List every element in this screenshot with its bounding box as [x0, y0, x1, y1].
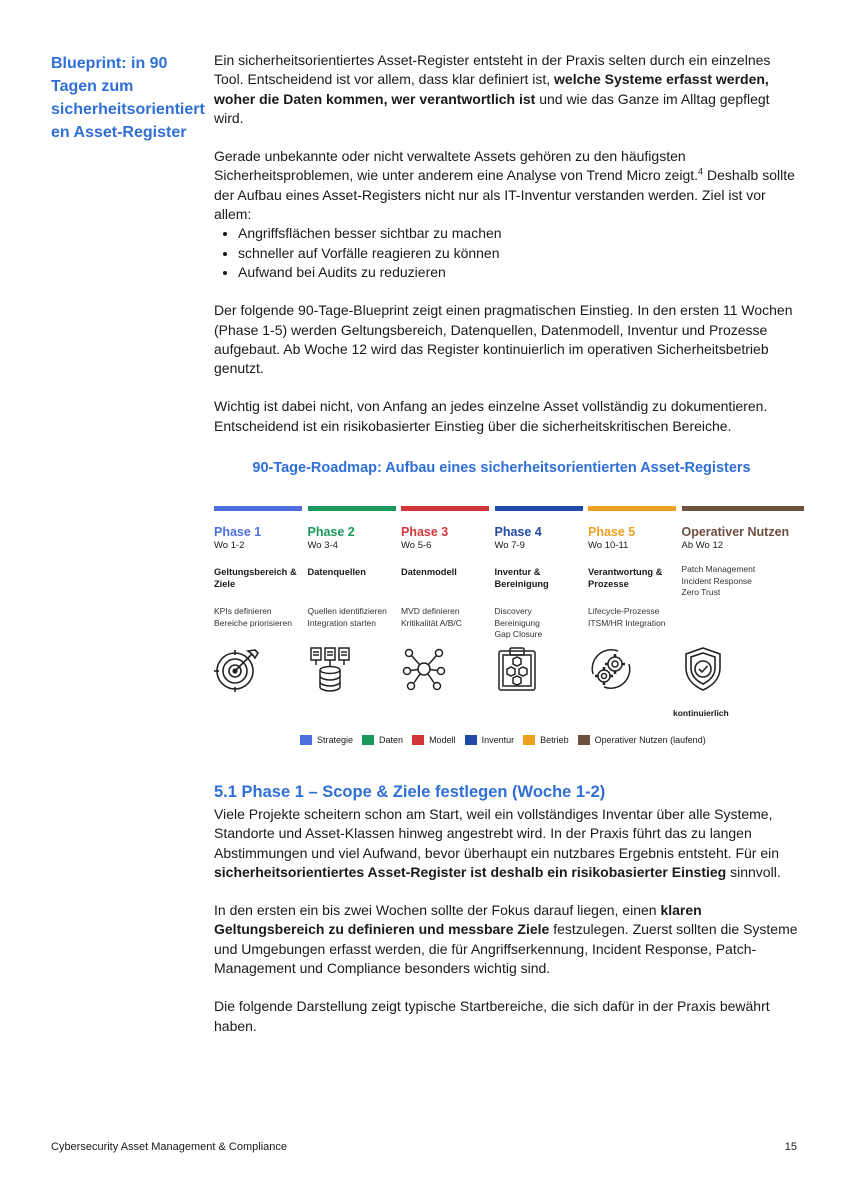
- legend-swatch: [465, 735, 477, 745]
- list-item: • schneller auf Vorfälle reagieren zu können: [238, 244, 799, 263]
- section-paragraph-1: [214, 805, 799, 882]
- legend-item: [465, 735, 515, 745]
- intro-paragraph-3: Der folgende 90-Tage-Blueprint zeigt einen pragmatischen Einstieg. In den ersten 11 Wochen (Phase 1-5) werden Geltungsbereich, Datenquellen, Datenmodell, Inventur und Prozesse aufgebaut. Ab Woche 12 wird das Register kontinuierlich im operativen Sicherheitsbetrieb genutzt.: [214, 302, 793, 377]
- clipboard-icon: [495, 646, 541, 692]
- section-paragraph-3: Die folgende Darstellung zeigt typische Startbereiche, die sich dafür in der Praxis bewährt haben.: [214, 998, 770, 1034]
- legend-label: Operativer Nutzen (laufend): [594, 735, 706, 745]
- phase-bullets: [588, 606, 676, 629]
- legend-swatch: [523, 735, 535, 745]
- phase-bar: [214, 506, 302, 511]
- phase-bullet: Incident Response: [681, 575, 752, 586]
- legend-item: [412, 735, 456, 745]
- phase-bar: [401, 506, 489, 511]
- network-icon: [401, 646, 447, 692]
- phase-bullet: ITSM/HR Integration: [588, 617, 666, 628]
- roadmap-phase: [308, 506, 396, 629]
- gears-icon: [588, 646, 634, 692]
- legend-item: [523, 735, 569, 745]
- roadmap-phase: [401, 506, 489, 629]
- target-icon: [214, 646, 260, 692]
- legend-swatch: [362, 735, 374, 745]
- legend-swatch: [412, 735, 424, 745]
- intro-paragraph-4: Wichtig ist dabei nicht, von Anfang an jedes einzelne Asset vollständig zu dokumentieren. Entscheidend ist ein risikobasierter Einstieg über die sicherheitskritischen Bereiche.: [214, 398, 768, 434]
- phase-bullet: KPIs definieren: [214, 606, 272, 616]
- text-span: Ein sicherheitsorientiertes Asset-Register entsteht in der Praxis selten durch ein einzelnes Tool. Entscheidend ist vor allem, dass klar definiert ist,: [214, 52, 771, 88]
- phase-bullet: Gap Closure: [494, 629, 543, 639]
- phase-bullets: [308, 606, 396, 629]
- phase-title: Datenmodell: [401, 567, 457, 577]
- intro-text: [214, 51, 799, 455]
- section-heading: 5.1 Phase 1 – Scope & Ziele festlegen (Woche 1-2): [214, 783, 606, 801]
- shield-check-icon: [682, 646, 728, 692]
- text-span: Gerade unbekannte oder nicht verwaltete Assets gehören zu den häufigsten Sicherheitsproblemen, wie unter anderem eine Analyse von Trend Micro zeigt.: [214, 148, 699, 184]
- roadmap-figure: [214, 460, 799, 760]
- phase-title: Datenquellen: [307, 567, 366, 577]
- phase-bullet: Integration starten: [307, 617, 377, 628]
- phase-bullet: MVD definieren: [401, 606, 460, 616]
- phase-name: Phase 1: [214, 525, 262, 539]
- list-item: • Angriffsflächen besser sichtbar zu machen: [238, 224, 799, 243]
- roadmap-phase: [682, 506, 804, 599]
- legend-label: Betrieb: [540, 735, 569, 745]
- legend-item: [578, 735, 706, 745]
- phase-weeks: Wo 3-4: [307, 540, 338, 551]
- text-span: festzulegen. Zuerst sollten die Systeme und Umgebungen erfasst werden, die für Angriffserkennung, Incident Response, Patch-Management und Compliance besonders wichtig sind.: [214, 921, 798, 977]
- legend-label: Daten: [379, 735, 404, 745]
- phase-weeks: Wo 5-6: [401, 540, 432, 551]
- roadmap-legend: [300, 735, 715, 745]
- roadmap-title: 90-Tage-Roadmap: Aufbau eines sicherheitsorientierten Asset-Registers: [252, 460, 751, 476]
- bold-span: welche Systeme erfasst werden, woher die Daten kommen, wer verantwortlich ist: [214, 71, 769, 107]
- text-span: In den ersten ein bis zwei Wochen sollte der Fokus darauf liegen, einen: [214, 902, 661, 919]
- phase-weeks: Wo 7-9: [494, 540, 525, 551]
- phase-weeks: Wo 1-2: [214, 540, 245, 551]
- text-span: und wie das Ganze im Alltag gepflegt wird.: [214, 90, 770, 126]
- list-item: • Aufwand bei Audits zu reduzieren: [238, 263, 799, 282]
- phase-bullet: Zero Trust: [681, 587, 721, 597]
- text-span: sinnvoll.: [726, 863, 781, 880]
- bold-span: sicherheitsorientiertes Asset-Register ist deshalb ein risikobasierter Einstieg: [214, 863, 727, 880]
- phase-name: Phase 5: [588, 525, 636, 539]
- roadmap-phase: [495, 506, 583, 641]
- bullet-list: [214, 224, 799, 282]
- phase-bullet: Discovery: [494, 606, 532, 616]
- phase-weeks: Ab Wo 12: [681, 540, 724, 551]
- section-5-1: [214, 781, 799, 1055]
- phase-bar: [308, 506, 396, 511]
- database-icon: [308, 646, 354, 692]
- roadmap-phases: [214, 506, 799, 686]
- phase-bar: [682, 506, 804, 511]
- phase-bar: [495, 506, 583, 511]
- legend-item: [300, 735, 353, 745]
- roadmap-phase: [214, 506, 302, 629]
- intro-paragraph-1: [214, 51, 799, 128]
- roadmap-phase: [588, 506, 676, 629]
- sidebar-heading: Blueprint: in 90 Tagen zum sicherheitsorientiert en Asset-Register: [51, 55, 205, 141]
- phase-bar: [588, 506, 676, 511]
- phase-name: Phase 4: [494, 525, 542, 539]
- text-span: Deshalb sollte der Aufbau eines Asset-Registers nicht nur als IT-Inventur verstanden werden. Ziel ist vor allem:: [214, 167, 795, 223]
- phase-bullet: Bereiche priorisieren: [214, 617, 292, 628]
- footnote-ref[interactable]: 4: [698, 166, 704, 177]
- footer-title: Cybersecurity Asset Management & Compliance: [51, 1141, 287, 1153]
- text-span: Viele Projekte scheitern schon am Start, weil ein vollständiges Inventar über alle Systeme, Standorte und Asset-Klassen hinweg angestrebt wird. In der Praxis führt das zu langen Abstimmungen und viel Aufwand, bevor überhaupt ein nutzbares Ergebnis entsteht. Für ein: [214, 806, 780, 861]
- phase-weeks: Wo 10-11: [588, 540, 629, 551]
- phase-name: Phase 3: [401, 525, 449, 539]
- legend-label: Modell: [429, 735, 456, 745]
- continuous-label: kontinuierlich: [673, 708, 729, 718]
- legend-label: Inventur: [481, 735, 515, 745]
- legend-swatch: [300, 735, 312, 745]
- intro-paragraph-2: [214, 147, 799, 282]
- legend-item: [362, 735, 403, 745]
- legend-label: Strategie: [317, 735, 354, 745]
- phase-bullets: [495, 606, 583, 641]
- phase-bullets: [682, 564, 804, 599]
- phase-name: Operativer Nutzen: [681, 525, 790, 539]
- phase-bullet: Bereinigung: [494, 617, 540, 628]
- legend-swatch: [578, 735, 590, 745]
- phase-title: Verantwortung & Prozesse: [588, 567, 663, 589]
- phase-bullet: Quellen identifizieren: [307, 606, 387, 616]
- phase-bullet: Kritikalität A/B/C: [401, 617, 462, 628]
- phase-title: Geltungsbereich & Ziele: [214, 567, 297, 589]
- phase-bullets: [401, 606, 489, 629]
- phase-bullet: Patch Management: [681, 564, 756, 574]
- page-footer: [51, 1141, 797, 1153]
- section-paragraph-2: [214, 901, 799, 978]
- phase-title: Inventur & Bereinigung: [494, 567, 549, 589]
- page-number: 15: [784, 1141, 797, 1153]
- phase-name: Phase 2: [307, 525, 355, 539]
- phase-bullet: Lifecycle-Prozesse: [588, 606, 660, 616]
- bold-span: klaren Geltungsbereich zu definieren und messbare Ziele: [214, 902, 702, 938]
- phase-bullets: [214, 606, 302, 629]
